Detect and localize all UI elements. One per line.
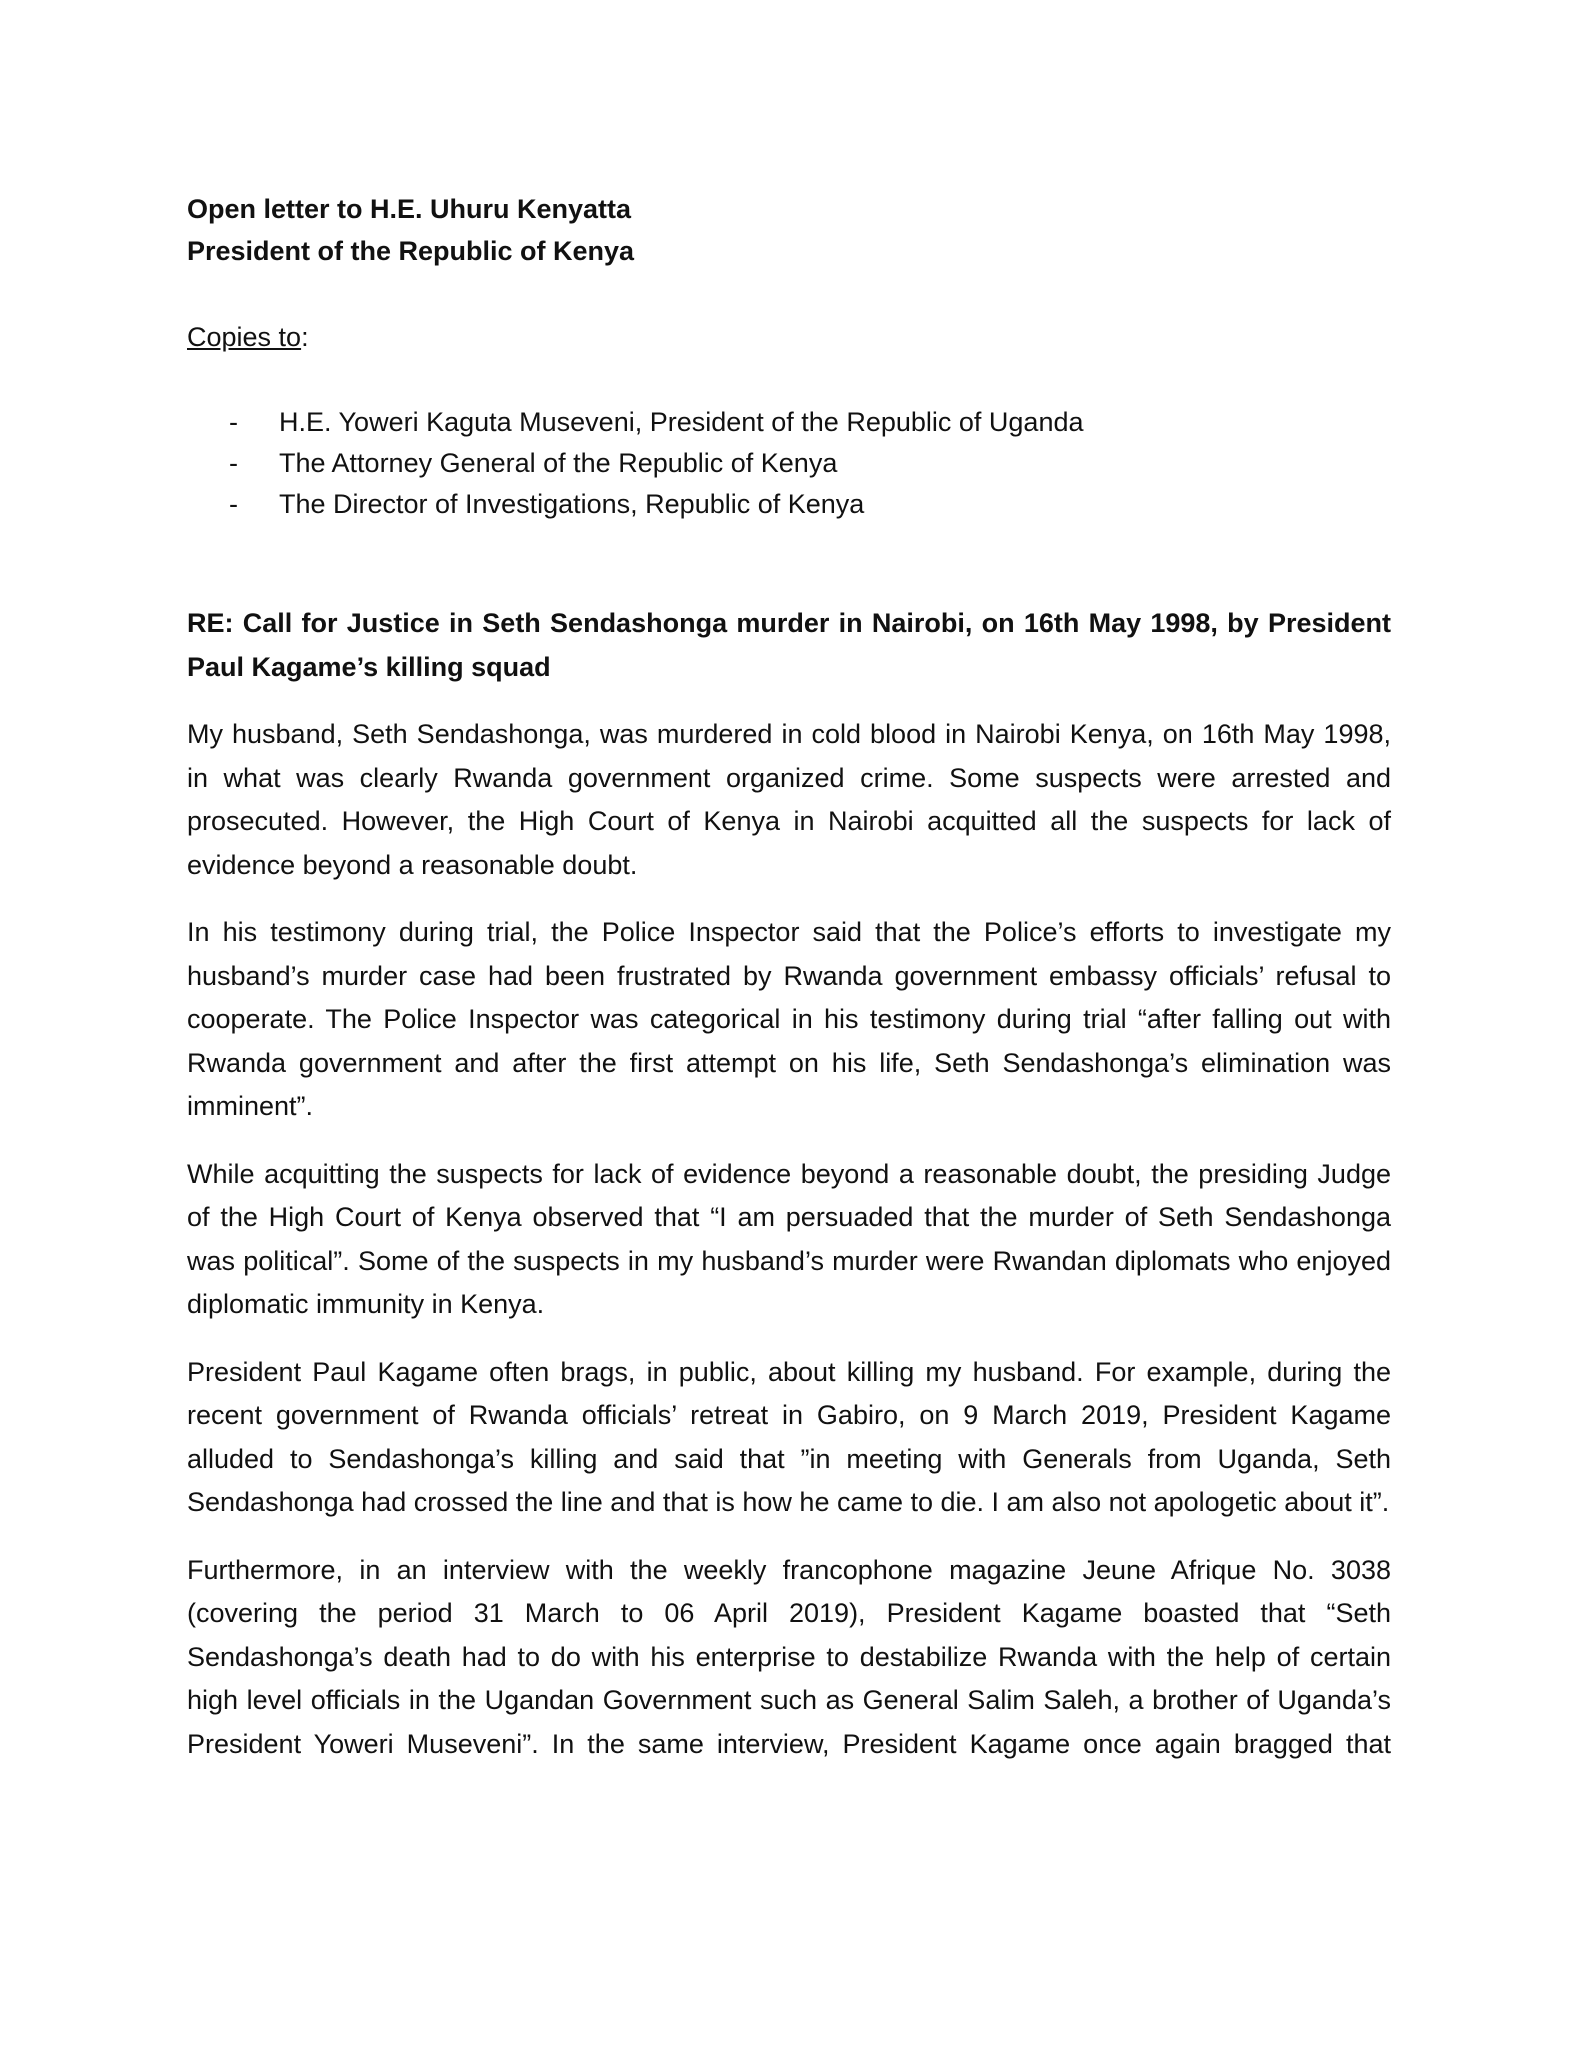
copies-label: Copies to [187,322,302,352]
copies-recipient: H.E. Yoweri Kaguta Museveni, President of the Republic of Uganda [279,407,1084,437]
letter-title-line-2: President of the Republic of Kenya [187,236,635,266]
body-paragraph: My husband, Seth Sendashonga, was murdered in cold blood in Nairobi Kenya, on 16th May 1998, in what was clearly Rwanda government organized crime. Some suspects were arrested and prosecuted. However, the High Court of Kenya in Nairobi acquitted all the suspects for lack of evidence beyond a reasonable doubt. [187,719,1391,880]
letter-page [187,188,1391,1766]
copies-colon: : [301,322,309,352]
copies-recipient: The Attorney General of the Republic of Kenya [279,448,838,478]
list-dash: - [229,407,238,437]
letter-title [187,188,1391,272]
copies-recipient: The Director of Investigations, Republic of Kenya [279,489,865,519]
copies-list-item [187,484,1391,525]
body-paragraph: Furthermore, in an interview with the weekly francophone magazine Jeune Afrique No. 3038 (covering the period 31 March to 06 April 2019), President Kagame boasted that “Seth Sendashonga’s death had to do with his enterprise to destabilize Rwanda with the help of certain high level officials in the Ugandan Government such as General Salim Saleh, a brother of Uganda’s President Yoweri Museveni”. In the same interview, President Kagame once again bragged that [187,1554,1391,1759]
body-paragraph: President Paul Kagame often brags, in public, about killing my husband. For example, during the recent government of Rwanda officials’ retreat in Gabiro, on 9 March 2019, President Kagame alluded to Sendashonga’s killing and said that ”in meeting with Generals from Uganda, Seth Sendashonga had crossed the line and that is how he came to die. I am also not apologetic about it”. [187,1356,1391,1517]
body-paragraph: In his testimony during trial, the Police Inspector said that the Police’s efforts to investigate my husband’s murder case had been frustrated by Rwanda government embassy officials’ refusal to cooperate. The Police Inspector was categorical in his testimony during trial “after falling out with Rwanda government and after the first attempt on his life, Seth Sendashonga’s elimination was imminent”. [187,917,1391,1121]
copies-list [187,402,1391,525]
copies-heading [187,316,1391,358]
copies-list-item [187,402,1391,443]
list-dash: - [229,489,238,519]
copies-list-item [187,443,1391,484]
list-dash: - [229,448,238,478]
subject-line: RE: Call for Justice in Seth Sendashonga murder in Nairobi, on 16th May 1998, by President Paul Kagame’s killing squad [187,608,1391,682]
letter-title-line-1: Open letter to H.E. Uhuru Kenyatta [187,194,632,224]
body-paragraph: While acquitting the suspects for lack of evidence beyond a reasonable doubt, the presiding Judge of the High Court of Kenya observed that “I am persuaded that the murder of Seth Sendashonga was political”. Some of the suspects in my husband’s murder were Rwandan diplomats who enjoyed diplomatic immunity in Kenya. [187,1158,1391,1319]
